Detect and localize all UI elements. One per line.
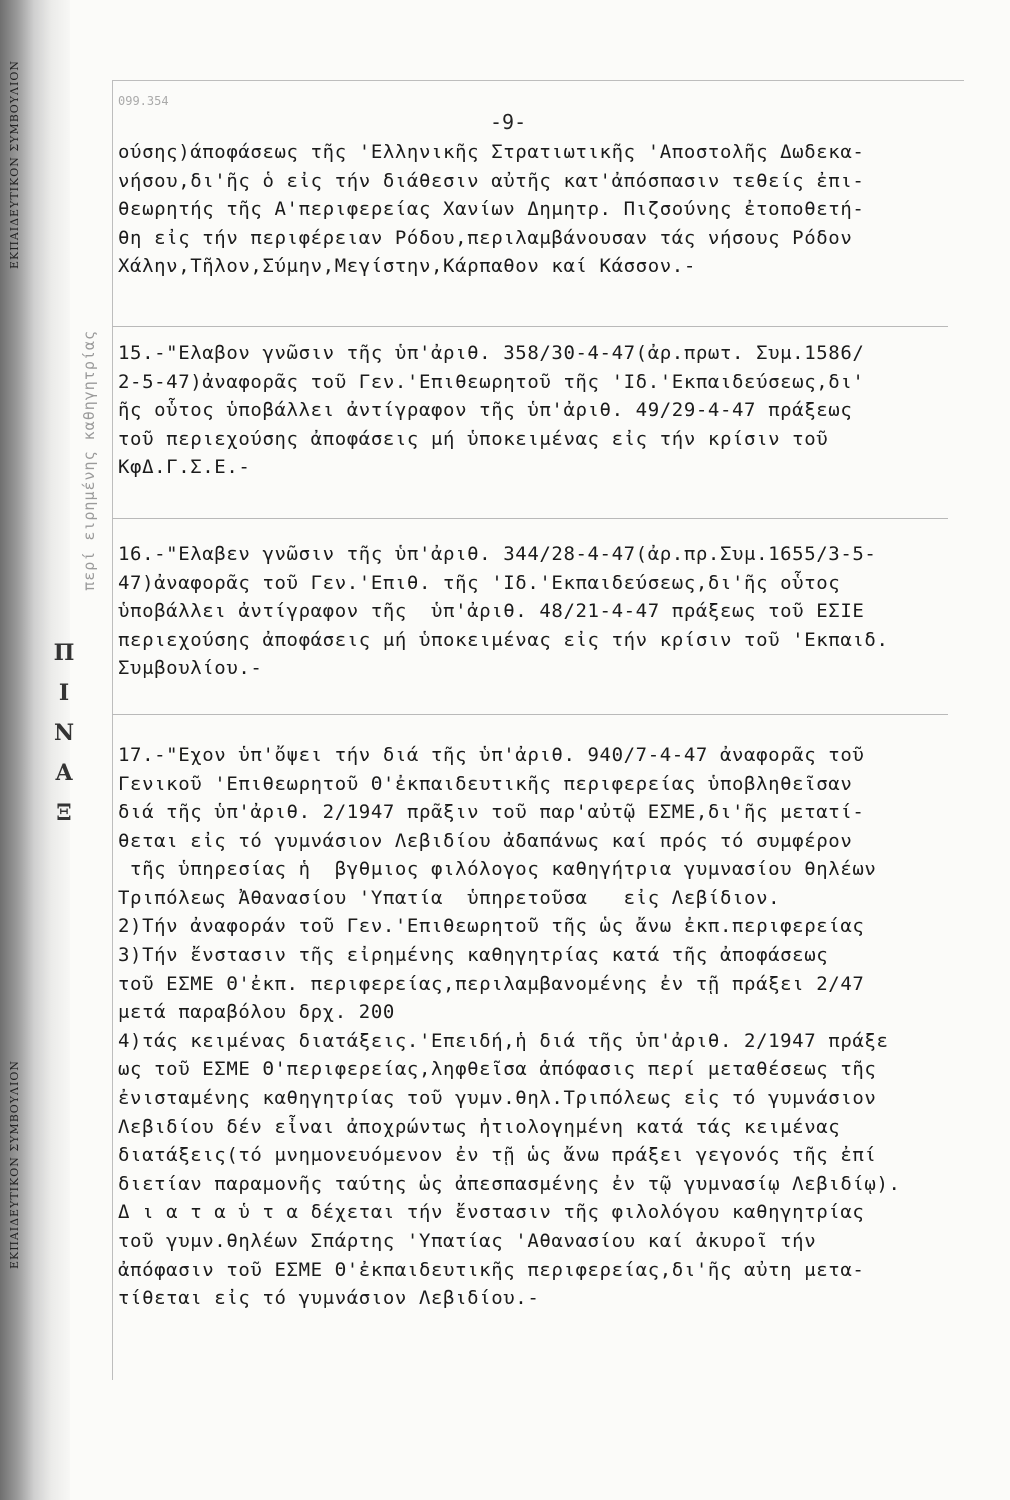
page-number: -9- [490,110,527,134]
text-line: μετά παραβόλου δρχ. 200 [118,1001,395,1024]
text-line: 4)τάς κειμένας διατάξεις.'Επειδή,ἡ διά τῆς ὑπ'ἀριθ. 2/1947 πράξε [118,1029,889,1052]
text-line: ούσης)άποφάσεως τῆς 'Ελληνικῆς Στρατιωτικῆς 'Αποστολῆς Δωδεκα- [118,141,865,163]
text-line: ΚφΔ.Γ.Σ.Ε.- [118,456,251,479]
bleed-through-text: περί ειρημένης καθηγητρίας [80,330,98,591]
paragraph-item-16 [118,540,968,683]
text-line: τοῦ ΕΣΜΕ Θ'ἐκπ. περιφερείας,περιλαμβανομένης ἐν τῇ πράξει 2/47 [118,972,865,995]
text-line: Χάλην,Τῆλον,Σύμην,Μεγίστην,Κάρπαθον καί Κάσσον.- [118,255,696,278]
paragraph-item-17 [118,741,968,1313]
text-line: 17.-"Εχον ὑπ'ὄψει τήν διά τῆς ὑπ'ἀριθ. 940/7-4-47 ἀναφορᾶς τοῦ [118,743,865,766]
text-line: 2)Τήν ἀναφοράν τοῦ Γεν.'Επιθεωρητοῦ τῆς ὡς ἄνω ἐκπ.περιφερείας [118,915,865,938]
text-line: 16.-"Ελαβεν γνῶσιν τῆς ὑπ'ἀριθ. 344/28-4-47(ἀρ.πρ.Συμ.1655/3-5- [118,542,877,565]
document-tag: 099.354 [118,94,169,108]
text-line: ὑποβάλλει ἀντίγραφον τῆς ὑπ'ἀριθ. 48/21-4-47 πράξεως τοῦ ΕΣΙΕ [118,600,865,623]
spine-title-bottom: ΕΚΠΑΙΔΕΥΤΙΚΟΝ ΣΥΜΒΟΥΛΙΟΝ [8,1060,21,1270]
document-body [118,138,968,1313]
text-line: 47)ἀναφορᾶς τοῦ Γεν.'Επιθ. τῆς 'Ιδ.'Εκπαιδεύσεως,δι'ῆς οὗτος [118,571,841,594]
text-line: θεται εἰς τό γυμνάσιον Λεβιδίου ἀδαπάνως καί πρός τό συμφέρον [118,829,853,852]
spine-letter: Α [55,760,73,786]
text-line: Δ ι α τ α ὑ τ α δέχεται τήν ἔνστασιν τῆς φιλολόγου καθηγητρίας [118,1201,865,1224]
spine-title-top: ΕΚΠΑΙΔΕΥΤΙΚΟΝ ΣΥΜΒΟΥΛΙΟΝ [8,60,21,270]
text-line: 2-5-47)ἀναφορᾶς τοῦ Γεν.'Επιθεωρητοῦ τῆς 'Ιδ.'Εκπαιδεύσεως,δι' [118,370,865,393]
spine-letter: Π [53,640,75,666]
text-line: θεωρητής τῆς Α'περιφερείας Χανίων Δημητρ. Πιζσούνης ἐτοποθετή- [118,198,865,221]
text-line: τῆς ὑπηρεσίας ἡ βγθμιος φιλόλογος καθηγήτρια γυμνασίου θηλέων [118,858,877,881]
text-line: θη εἰς τήν περιφέρειαν Ρόδου,περιλαμβάνουσαν τάς νήσους Ρόδον [118,226,853,249]
text-line: ἀπόφασιν τοῦ ΕΣΜΕ Θ'ἐκπαιδευτικῆς περιφερείας,δι'ῆς αὐτη μετα- [118,1258,865,1281]
text-line: Τριπόλεως Ἀθανασίου 'Υπατία ὑπηρετοῦσα εἰς Λεβίδιον. [118,886,781,909]
page-frame-top [112,80,964,81]
text-line: ἐνισταμένης καθηγητρίας τοῦ γυμν.θηλ.Τριπόλεως εἰς τό γυμνάσιον [118,1087,877,1110]
text-line: Συμβουλίου.- [118,657,263,680]
text-line: περιεχούσης ἀποφάσεις μή ὑποκειμένας εἰς τήν κρίσιν τοῦ 'Εκπαιδ. [118,628,889,651]
text-line: 3)Τήν ἔνστασιν τῆς εἰρημένης καθηγητρίας κατά τῆς ἀποφάσεως [118,944,829,967]
text-line: διά τῆς ὑπ'ἀριθ. 2/1947 πρᾶξιν τοῦ παρ'αὐτῷ ΕΣΜΕ,δι'ῆς μετατί- [118,801,865,824]
text-line: τοῦ περιεχούσης ἀποφάσεις μή ὑποκειμένας εἰς τήν κρίσιν τοῦ [118,427,829,450]
spine-letter: Ν [53,720,75,746]
page-frame-left [112,80,113,1380]
paragraph-item-15 [118,339,968,482]
text-line: νήσου,δι'ῆς ὁ εἰς τήν διάθεσιν αὐτῆς κατ'ἀπόσπασιν τεθείς ἐπι- [118,169,865,192]
spine-letter: Ξ [56,800,72,826]
text-line: ῆς οὗτος ὑποβάλλει ἀντίγραφον τῆς ὑπ'ἀριθ. 49/29-4-47 πράξεως [118,399,853,422]
spine-letters [54,640,74,826]
text-line: Γενικοῦ 'Επιθεωρητοῦ Θ'ἐκπαιδευτικῆς περιφερείας ὑποβληθεῖσαν [118,772,853,795]
text-line: ως τοῦ ΕΣΜΕ Θ'περιφερείας,ληφθεῖσα ἀπόφασις περί μεταθέσεως τῆς [118,1058,877,1081]
text-line: Λεβιδίου δέν εἶναι ἀποχρώντως ἠτιολογημένη κατά τάς κειμένας [118,1115,841,1138]
text-line: 15.-"Ελαβον γνῶσιν τῆς ὑπ'ἀριθ. 358/30-4-47(ἀρ.πρωτ. Συμ.1586/ [118,341,865,364]
text-line: τοῦ γυμν.θηλέων Σπάρτης 'Υπατίας 'Αθανασίου καί ἀκυροῖ τήν [118,1230,817,1252]
text-line: τίθεται εἰς τό γυμνάσιον Λεβιδίου.- [118,1287,540,1310]
spine-letter: Ι [58,680,70,706]
text-line: διετίαν παραμονῆς ταύτης ὡς ἀπεσπασμένης ἐν τῷ γυμνασίῳ Λεβιδίῳ). [118,1172,901,1195]
paragraph-intro [118,138,968,281]
text-line: διατάξεις(τό μνημονευόμενον ἐν τῇ ὡς ἄνω πράξει γεγονός τῆς ἐπί [118,1144,877,1167]
